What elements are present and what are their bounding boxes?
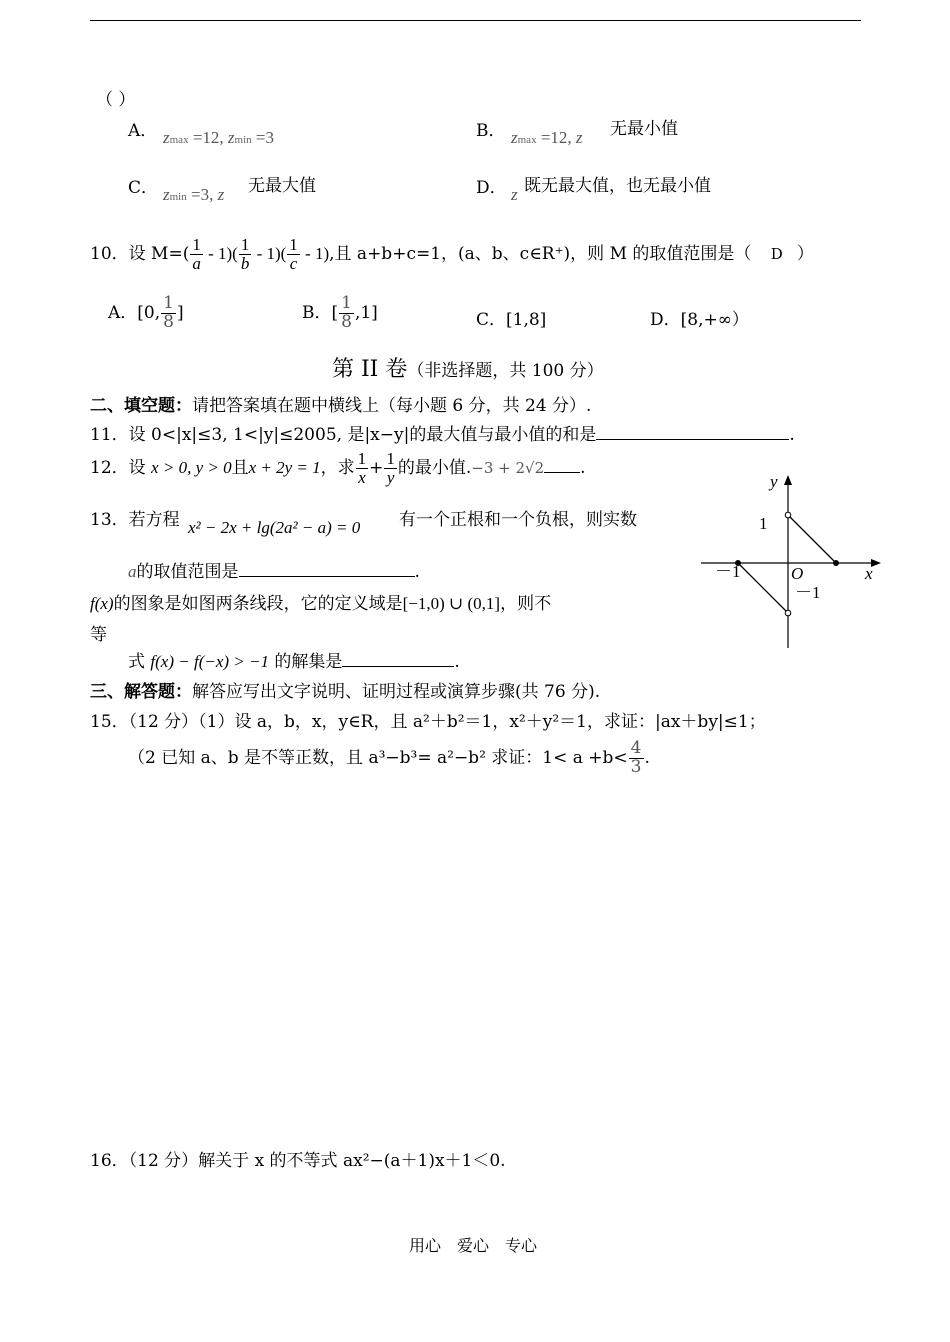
section-2-heading	[90, 391, 591, 416]
q14-line-1	[90, 589, 551, 614]
section-2-instructions: 请把答案填在题中横线上（每小题 6 分，共 24 分）.	[192, 396, 592, 416]
period: .	[580, 457, 586, 478]
function-graph	[695, 466, 885, 652]
frac-den: 3	[630, 756, 642, 777]
frac-den: y	[386, 467, 395, 487]
section-3-heading	[90, 677, 600, 702]
q14-fx: f(x)	[90, 594, 114, 613]
frac-num: 1	[163, 293, 174, 313]
q9-option-a	[163, 128, 274, 148]
bracket-close: ]	[176, 302, 184, 323]
q14-shi: 式	[128, 652, 145, 672]
option-a-text: A．[0,	[108, 302, 161, 323]
question-16: 16．（12 分）解关于 x 的不等式 ax²−(a＋1)x＋1＜0.	[90, 1151, 506, 1171]
segment-right	[788, 515, 836, 563]
y-axis-arrow	[784, 475, 792, 485]
part-2-heading	[332, 352, 604, 383]
part-2-title: 第 II 卷	[332, 357, 408, 382]
q10-option-b	[302, 295, 378, 332]
segment-left	[738, 563, 788, 613]
section-2-title: 二、填空题：	[90, 396, 192, 416]
closed-point-right	[833, 560, 839, 566]
q14-solution-text: 的解集是	[274, 652, 343, 672]
var-z: z	[511, 128, 518, 147]
frac-den: c	[289, 253, 298, 273]
q11-answer-blank[interactable]	[596, 425, 789, 440]
q10-number: 10．设 M=	[90, 243, 183, 264]
q10-option-c: C．[1,8]	[476, 310, 547, 330]
q9-answer-bracket: （ ）	[96, 90, 136, 110]
frac-num: 1	[192, 235, 201, 254]
open-point-top	[785, 512, 791, 518]
frac-den: a	[192, 253, 201, 273]
q9-option-c	[163, 185, 224, 205]
part-2-subtitle: （非选择题，共 100 分）	[407, 361, 604, 381]
q13-number: 13．若方程	[90, 510, 180, 530]
q12-ask: ，求	[320, 457, 355, 478]
q9-option-b	[511, 128, 583, 148]
q14-wrap: 等	[90, 625, 107, 645]
value-3: =3	[255, 128, 275, 147]
question-12	[90, 450, 586, 487]
x-label: x	[865, 564, 873, 583]
q13-answer-blank[interactable]	[239, 562, 415, 577]
q11-text: 11．设 0<|x|≤3, 1<|y|≤2005, 是|x−y|的最大值与最小值的和是	[90, 425, 597, 445]
frac-den: x	[358, 467, 366, 487]
minus-one: - 1)(	[252, 243, 287, 263]
y-label: y	[770, 472, 778, 491]
var-z: z	[163, 185, 170, 204]
q12-answer: −3 + 2√2	[471, 458, 545, 477]
q9-option-c-label: C．	[128, 178, 159, 198]
var-z: z	[217, 185, 225, 204]
q15-line-1: 15．（12 分）（1）设 a，b，x，y∈R，且 a²＋b²＝1，x²＋y²＝1，求证：|ax＋by|≤1；	[90, 712, 766, 732]
q9-option-d-var: z	[511, 185, 518, 204]
paren: (	[182, 243, 190, 264]
section-3-instructions: 解答应写出文字说明、证明过程或演算步骤(共 76 分).	[192, 682, 601, 702]
open-point-bottom	[785, 610, 791, 616]
minus-one: - 1)(	[203, 243, 238, 263]
q10-option-a	[108, 295, 184, 332]
sub-min: min	[234, 134, 252, 146]
frac-num: 1	[289, 235, 298, 254]
frac-num: 1	[386, 449, 395, 468]
period: .	[454, 652, 460, 672]
q9-option-b-label: B．	[476, 121, 506, 141]
q14-answer-blank[interactable]	[342, 652, 454, 667]
value-12: =12,	[192, 128, 224, 147]
var-a: a	[128, 562, 137, 581]
q9-option-a-label: A．	[128, 121, 158, 141]
q15-line-2	[128, 740, 650, 777]
question-10	[90, 236, 814, 273]
q9-option-b-text: 无最小值	[610, 119, 678, 139]
q14-post: ，则不	[500, 594, 552, 614]
q12-condition: x > 0, y > 0	[151, 457, 232, 477]
sub-min: min	[169, 191, 187, 203]
frac-num: 1	[341, 293, 352, 313]
plus-sign: +	[369, 457, 384, 478]
value-3: =3,	[191, 185, 214, 204]
frac-den: 8	[163, 311, 174, 332]
frac-den: b	[240, 253, 250, 273]
var-z: z	[227, 128, 235, 147]
q13-post: 有一个正根和一个负根，则实数	[399, 510, 637, 530]
sub-max: max	[517, 134, 537, 146]
q13-range-text: 的取值范围是	[136, 562, 239, 582]
q15-part-2: （2 已知 a、b 是不等正数，且 a³−b³= a²−b² 求证：1< a +b<	[128, 747, 628, 768]
origin-label: O	[791, 564, 804, 583]
q12-number: 12．设	[90, 457, 146, 478]
q10-condition: ,且 a+b+c=1，(a、b、c∈R⁺)，则 M 的取值范围是（	[329, 243, 752, 264]
page-footer: 用心 爱心 专心	[409, 1236, 538, 1255]
frac-den: 8	[341, 311, 352, 332]
period: .	[644, 747, 650, 768]
section-3-title: 三、解答题：	[90, 682, 192, 702]
bracket-close: ,1]	[354, 302, 378, 323]
frac-num: 4	[630, 738, 642, 758]
q13-equation: x² − 2x + lg(2a² − a) = 0	[188, 518, 361, 537]
neg-one-x-label: －1	[715, 562, 741, 581]
neg-one-y-label: －1	[795, 583, 821, 602]
q14-inequality: f(x) − f(−x) > −1	[150, 652, 269, 671]
q14-domain: [−1,0) ∪ (0,1]	[402, 594, 501, 613]
q9-option-c-text: 无最大值	[248, 176, 316, 196]
option-b-text: B．[	[302, 302, 339, 323]
frac-num: 1	[240, 235, 250, 254]
q12-equation: x + 2y = 1	[248, 457, 321, 477]
paren-close: ）	[796, 243, 814, 264]
period: .	[414, 562, 420, 582]
value-12: =12,	[540, 128, 572, 147]
q13-line-2	[128, 557, 420, 582]
q10-answer: D	[770, 244, 783, 263]
sub-max: max	[169, 134, 189, 146]
conjunction: 且	[231, 457, 249, 478]
q12-answer-blank[interactable]	[544, 458, 580, 473]
one-label: 1	[759, 514, 768, 533]
question-11	[90, 420, 795, 445]
var-z: z	[575, 128, 583, 147]
var-z: z	[163, 128, 170, 147]
q10-option-d: D．[8,+∞）	[650, 310, 749, 330]
minus-one: - 1)	[300, 243, 330, 263]
header-rule	[90, 20, 861, 21]
q12-tail: 的最小值.	[397, 457, 472, 478]
frac-num: 1	[357, 449, 367, 468]
q14-line-2	[128, 647, 460, 672]
q9-option-d-text: 既无最大值，也无最小值	[524, 176, 711, 196]
period: .	[789, 425, 795, 445]
q9-option-d-label: D．	[476, 178, 507, 198]
q14-text: 的图象是如图两条线段，它的定义域是	[113, 594, 403, 614]
